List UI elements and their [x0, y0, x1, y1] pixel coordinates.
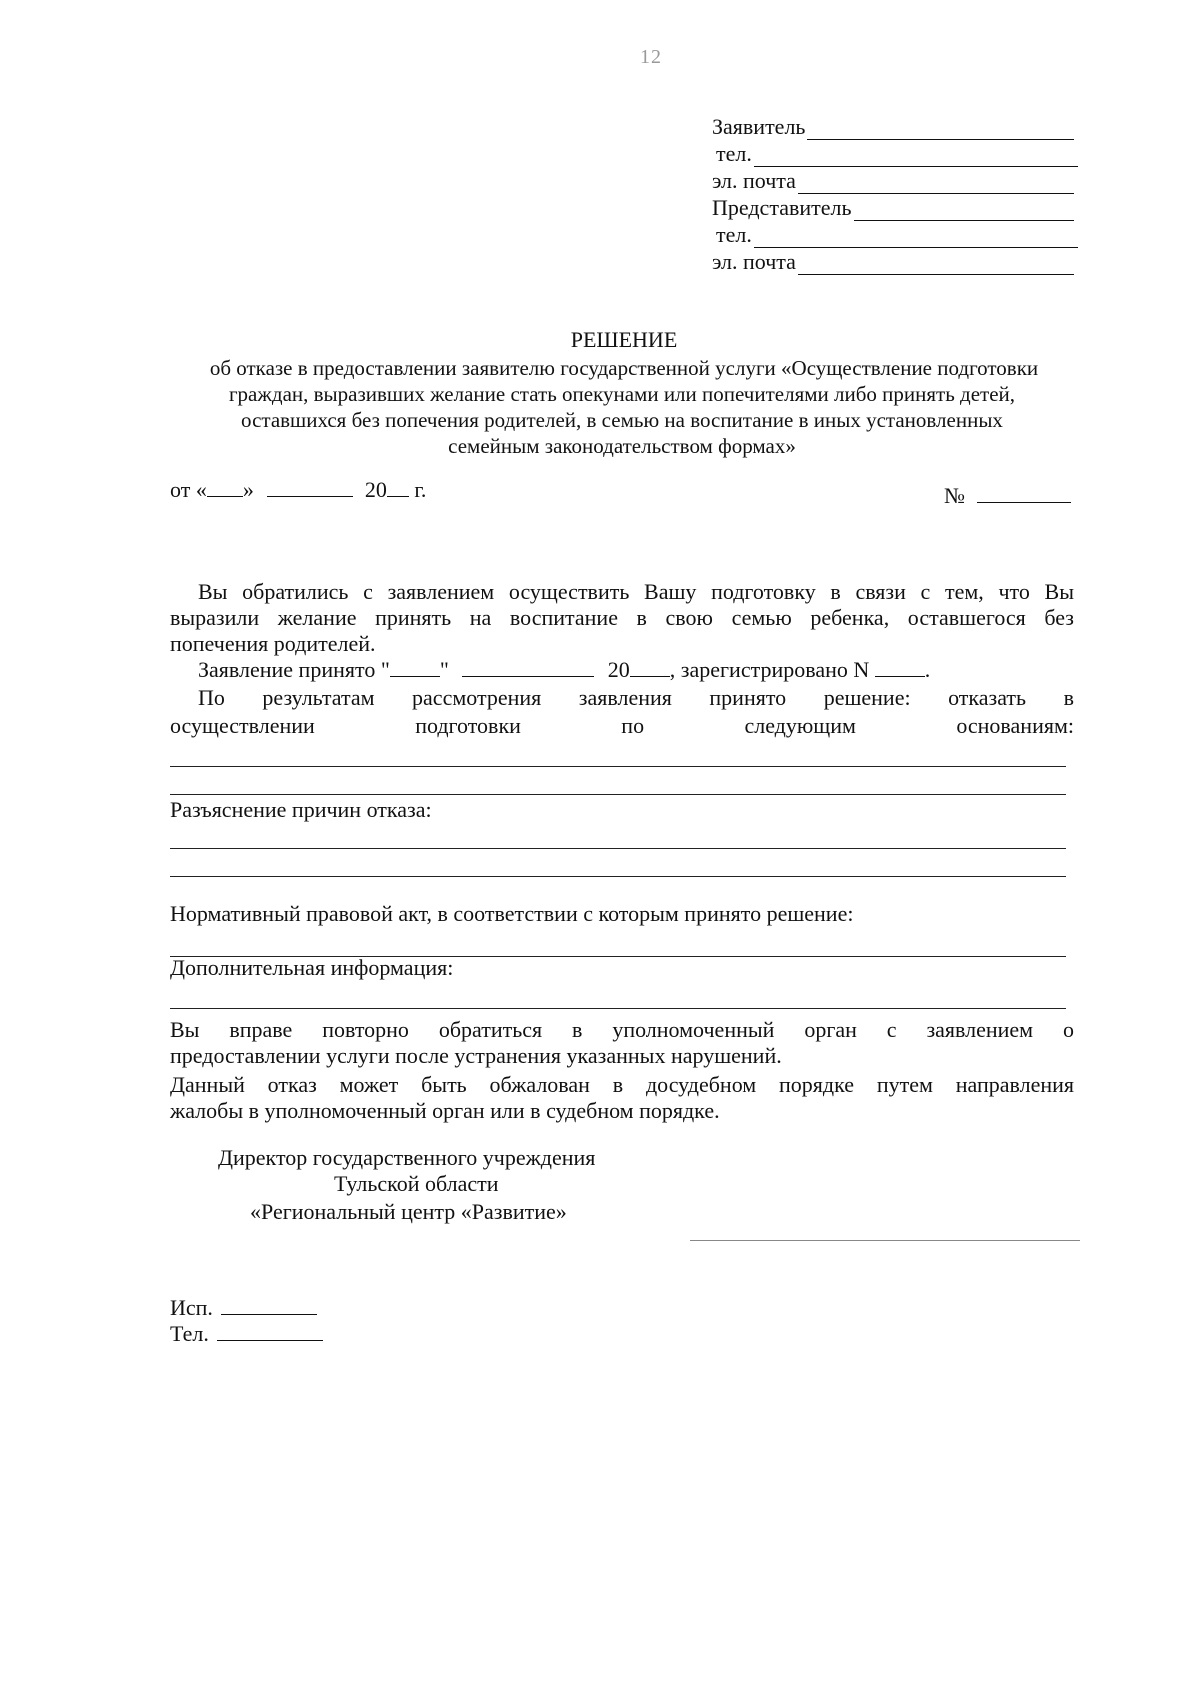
- month-blank: [267, 478, 353, 497]
- applicant-email-blank: [798, 173, 1074, 194]
- representative-email-label: эл. почта: [712, 249, 796, 274]
- explanation-label: Разъяснение причин отказа:: [170, 797, 432, 822]
- representative-email-blank: [798, 254, 1074, 275]
- document-title: РЕШЕНИЕ: [570, 327, 678, 352]
- phone-label: Тел.: [170, 1321, 209, 1346]
- registered-label: , зарегистрировано N: [669, 657, 870, 682]
- signature-blank-line: [690, 1240, 1080, 1241]
- additional-info-blank-line: [170, 1008, 1066, 1009]
- reapply-line: Вы вправе повторно обратиться в уполномоченный орган с заявлением о: [170, 1017, 1074, 1042]
- body-paragraph-line: выразили желание принять на воспитание в свою семью ребенка, оставшегося без: [170, 605, 1074, 630]
- explanation-blank-line: [170, 876, 1066, 877]
- applicant-email-field: [712, 168, 1074, 194]
- decision-line: осуществлении подготовки по следующим основаниям:: [170, 713, 1074, 738]
- applicant-phone-label: тел.: [716, 141, 752, 166]
- number-label: №: [944, 483, 965, 508]
- application-month-blank: [462, 658, 594, 677]
- year-suffix: г.: [414, 477, 427, 502]
- applicant-field: [712, 114, 1074, 140]
- body-paragraph-line: Вы обратились с заявлением осуществить Вашу подготовку в связи с тем, что Вы: [198, 579, 1074, 604]
- appeal-line: жалобы в уполномоченный орган или в судебном порядке.: [170, 1098, 720, 1123]
- additional-info-label: Дополнительная информация:: [170, 955, 454, 980]
- application-day-blank: [390, 658, 440, 677]
- signature-title-line: «Региональный центр «Развитие»: [250, 1199, 567, 1224]
- signature-title-line: Директор государственного учреждения: [218, 1145, 596, 1170]
- date-from-label: от «: [170, 477, 207, 502]
- executor-blank: [221, 1296, 317, 1315]
- registered-end: .: [924, 657, 931, 682]
- representative-email-field: [712, 249, 1074, 275]
- year-prefix: 20: [364, 477, 387, 502]
- representative-blank: [854, 200, 1074, 221]
- phone-line: [170, 1320, 323, 1348]
- grounds-blank-line: [170, 766, 1066, 767]
- decision-number: [944, 482, 1071, 510]
- application-received-line: [198, 656, 930, 684]
- explanation-blank-line: [170, 848, 1066, 849]
- applicant-label: Заявитель: [712, 114, 806, 139]
- date-line: [170, 476, 426, 504]
- representative-field: [712, 195, 1074, 221]
- application-year-prefix: 20: [607, 657, 630, 682]
- subtitle-line: оставшихся без попечения родителей, в семью на воспитание в иных установленных: [241, 408, 1003, 432]
- reapply-line: предоставлении услуги после устранения указанных нарушений.: [170, 1043, 782, 1068]
- representative-phone-field: [716, 222, 1078, 248]
- subtitle-line: об отказе в предоставлении заявителю государственной услуги «Осуществление подготовки: [209, 356, 1039, 380]
- number-blank: [977, 484, 1071, 503]
- executor-line: [170, 1294, 317, 1322]
- subtitle-line: семейным законодательством формах»: [448, 434, 796, 458]
- application-received-label: Заявление принято ": [198, 657, 390, 682]
- registration-number-blank: [875, 658, 925, 677]
- representative-label: Представитель: [712, 195, 852, 220]
- subtitle-line: граждан, выразивших желание стать опекунами или попечителями либо принять детей,: [228, 382, 1016, 406]
- applicant-email-label: эл. почта: [712, 168, 796, 193]
- appeal-line: Данный отказ может быть обжалован в досудебном порядке путем направления: [170, 1072, 1074, 1097]
- grounds-blank-line: [170, 794, 1066, 795]
- applicant-phone-field: [716, 141, 1078, 167]
- decision-line: По результатам рассмотрения заявления принято решение: отказать в: [198, 685, 1074, 710]
- applicant-blank: [807, 119, 1074, 140]
- representative-phone-blank: [754, 227, 1078, 248]
- legal-act-label: Нормативный правовой акт, в соответствии с которым принято решение:: [170, 901, 854, 926]
- signature-title-line: Тульской области: [334, 1171, 499, 1196]
- representative-phone-label: тел.: [716, 222, 752, 247]
- date-close-quote: »: [242, 477, 254, 502]
- phone-blank: [217, 1322, 323, 1341]
- applicant-phone-blank: [754, 146, 1078, 167]
- day-blank: [207, 478, 243, 497]
- application-year-blank: [630, 658, 670, 677]
- page-number: 12: [640, 46, 662, 68]
- year-blank: [387, 478, 409, 497]
- executor-label: Исп.: [170, 1295, 213, 1320]
- body-paragraph-line: попечения родителей.: [170, 631, 376, 656]
- application-quote-close: ": [439, 657, 449, 682]
